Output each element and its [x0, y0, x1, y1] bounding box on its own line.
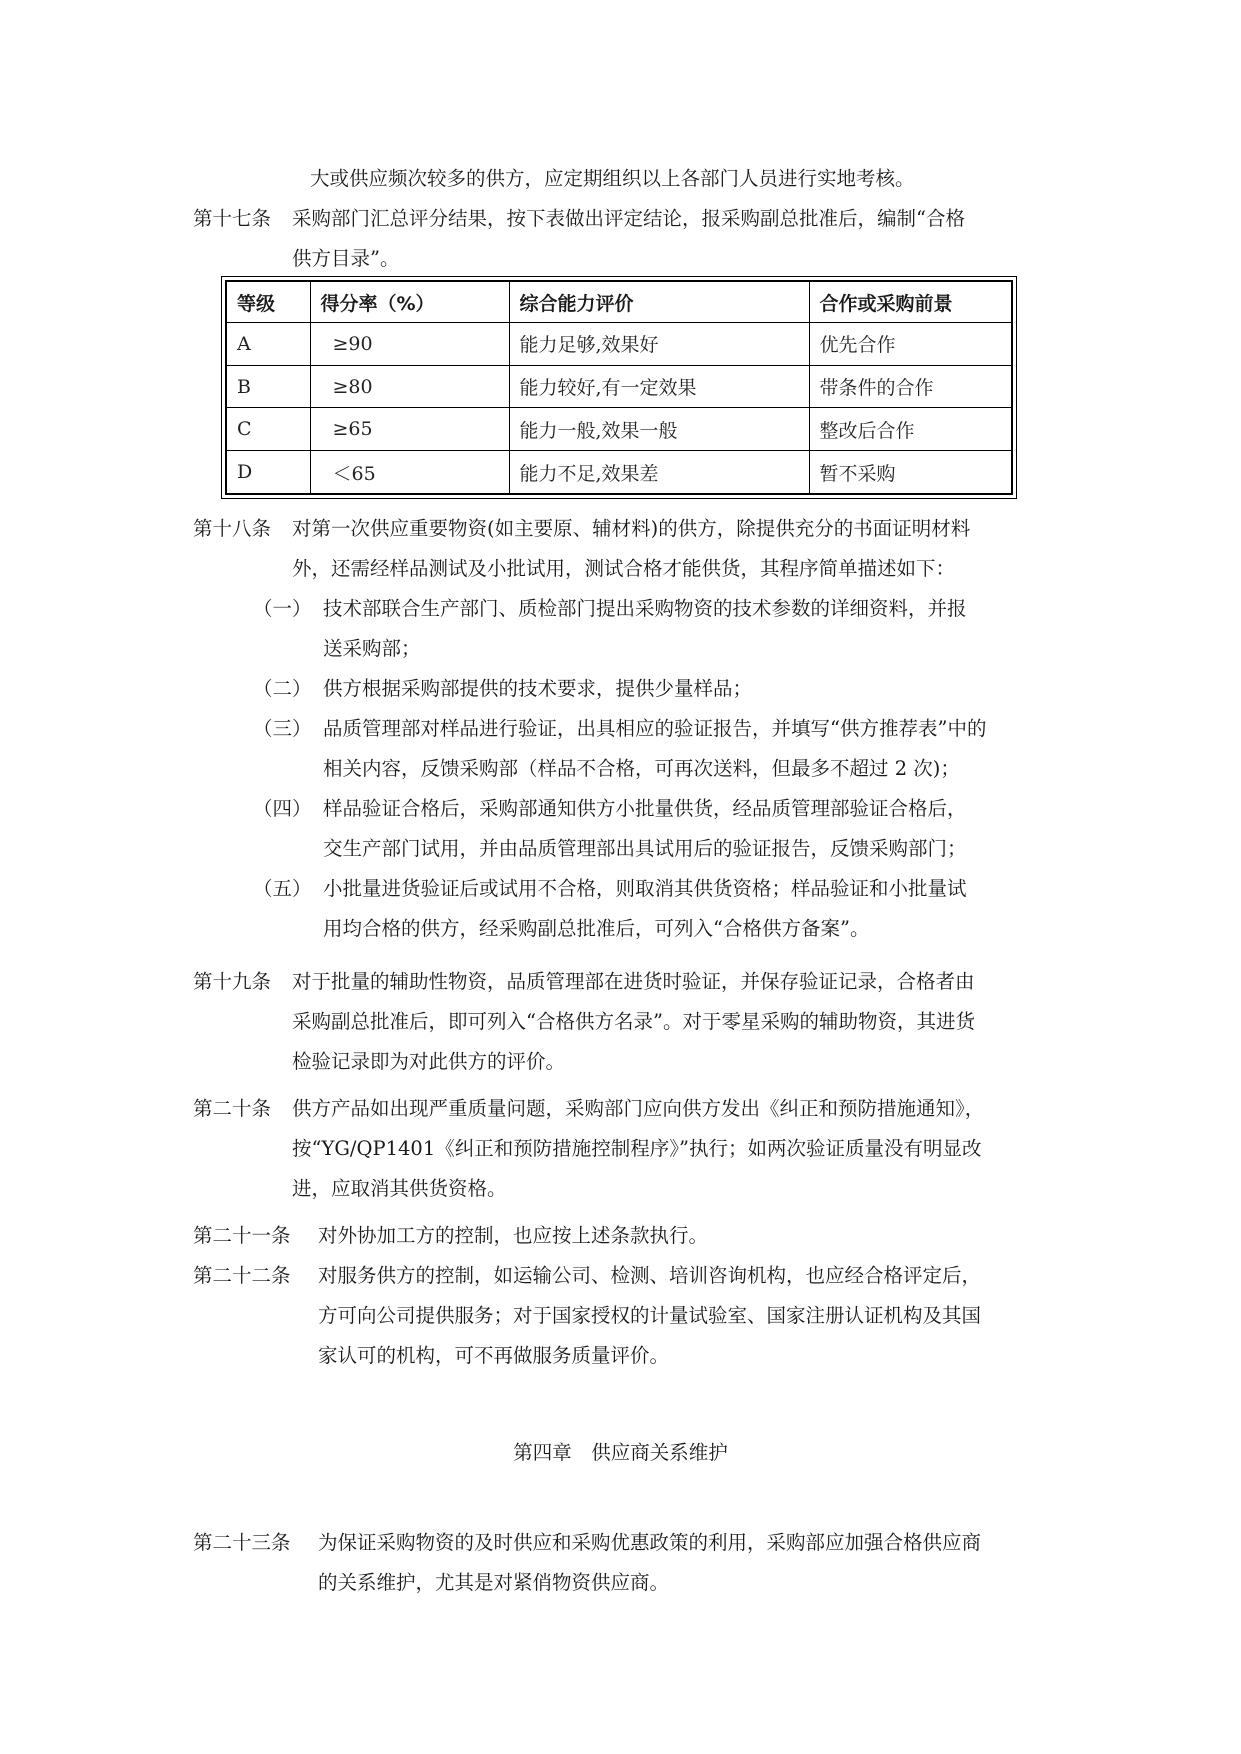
article-18-label: 第十八条 [193, 517, 272, 540]
cell-grade: C [226, 408, 310, 451]
cell-score: ≥80 [310, 365, 509, 408]
article-17-line-1: 采购部门汇总评分结果，按下表做出评定结论，报采购副总批准后，编制“合格 [292, 207, 965, 230]
article-19-line-2: 采购副总批准后，即可列入“合格供方名录”。对于零星采购的辅助物资，其进货 [292, 1010, 975, 1033]
item-1-line-1: 技术部联合生产部门、质检部门提出采购物资的技术参数的详细资料，并报 [323, 597, 967, 620]
item-3-line-2: 相关内容，反馈采购部（样品不合格，可再次送料，但最多不超过 2 次)； [323, 757, 960, 780]
chapter-title: 第四章 供应商关系维护 [513, 1441, 728, 1464]
header-grade: 等级 [226, 281, 310, 323]
article-21-line-1: 对外协加工方的控制，也应按上述条款执行。 [318, 1224, 709, 1247]
cell-capability: 能力较好,有一定效果 [509, 365, 809, 408]
item-2-line-1: 供方根据采购部提供的技术要求，提供少量样品； [323, 677, 753, 700]
cell-grade: A [226, 323, 310, 366]
article-23-line-2: 的关系维护，尤其是对紧俏物资供应商。 [318, 1571, 670, 1594]
article-20-label: 第二十条 [193, 1097, 272, 1120]
item-1-number: （一） [253, 597, 312, 620]
table-row [226, 365, 1012, 408]
item-2-number: （二） [253, 677, 312, 700]
item-5-line-1: 小批量进货验证后或试用不合格，则取消其供货资格；样品验证和小批量试 [323, 877, 967, 900]
item-4-line-1: 样品验证合格后，采购部通知供方小批量供货，经品质管理部验证合格后， [323, 797, 967, 820]
cell-prospect: 暂不采购 [809, 451, 1012, 494]
cell-capability: 能力不足,效果差 [509, 451, 809, 494]
cell-score: ≥65 [310, 408, 509, 451]
table-row [226, 323, 1012, 366]
cell-grade: B [226, 365, 310, 408]
continuation-line: 大或供应频次较多的供方，应定期组织以上各部门人员进行实地考核。 [310, 167, 915, 190]
table-row [226, 451, 1012, 494]
item-4-number: （四） [253, 797, 312, 820]
article-22-label: 第二十二条 [193, 1264, 291, 1287]
article-18-line-1: 对第一次供应重要物资(如主要原、辅材料)的供方，除提供充分的书面证明材料 [292, 517, 971, 540]
item-5-line-2: 用均合格的供方，经采购副总批准后，可列入“合格供方备案”。 [323, 917, 870, 940]
article-19-label: 第十九条 [193, 970, 272, 993]
header-capability: 综合能力评价 [509, 281, 809, 323]
article-21-label: 第二十一条 [193, 1224, 291, 1247]
cell-score: ＜65 [310, 451, 509, 494]
article-18-line-2: 外，还需经样品测试及小批试用，测试合格才能供货，其程序简单描述如下： [292, 557, 956, 580]
article-20-line-1: 供方产品如出现严重质量问题，采购部门应向供方发出《纠正和预防措施通知》， [292, 1097, 985, 1120]
article-22-line-1: 对服务供方的控制，如运输公司、检测、培训咨询机构，也应经合格评定后， [318, 1264, 982, 1287]
table-row [226, 408, 1012, 451]
article-17-line-2: 供方目录”。 [292, 247, 400, 270]
article-22-line-3: 家认可的机构，可不再做服务质量评价。 [318, 1344, 670, 1367]
article-20-line-2: 按“YG/QP1401《纠正和预防措施控制程序》”执行；如两次验证质量没有明显改 [292, 1137, 982, 1160]
cell-prospect: 优先合作 [809, 323, 1012, 366]
article-23-line-1: 为保证采购物资的及时供应和采购优惠政策的利用，采购部应加强合格供应商 [318, 1531, 982, 1554]
item-4-line-2: 交生产部门试用，并由品质管理部出具试用后的验证报告，反馈采购部门； [323, 837, 967, 860]
cell-prospect: 带条件的合作 [809, 365, 1012, 408]
grade-table [225, 280, 1013, 495]
cell-capability: 能力足够,效果好 [509, 323, 809, 366]
table-header-row [226, 281, 1012, 323]
article-17-label: 第十七条 [193, 207, 272, 230]
article-23-label: 第二十三条 [193, 1531, 291, 1554]
item-1-line-2: 送采购部； [323, 637, 421, 660]
grade-table-frame [221, 276, 1017, 499]
item-5-number: （五） [253, 877, 312, 900]
header-prospect: 合作或采购前景 [809, 281, 1012, 323]
cell-capability: 能力一般,效果一般 [509, 408, 809, 451]
item-3-number: （三） [253, 717, 312, 740]
cell-score: ≥90 [310, 323, 509, 366]
article-19-line-1: 对于批量的辅助性物资，品质管理部在进货时验证，并保存验证记录，合格者由 [292, 970, 975, 993]
cell-grade: D [226, 451, 310, 494]
header-score-rate: 得分率（%） [310, 281, 509, 323]
article-22-line-2: 方可向公司提供服务；对于国家授权的计量试验室、国家注册认证机构及其国 [318, 1304, 982, 1327]
item-3-line-1: 品质管理部对样品进行验证，出具相应的验证报告，并填写“供方推荐表”中的 [323, 717, 987, 740]
article-19-line-3: 检验记录即为对此供方的评价。 [292, 1050, 566, 1073]
cell-prospect: 整改后合作 [809, 408, 1012, 451]
article-20-line-3: 进，应取消其供货资格。 [292, 1177, 507, 1200]
